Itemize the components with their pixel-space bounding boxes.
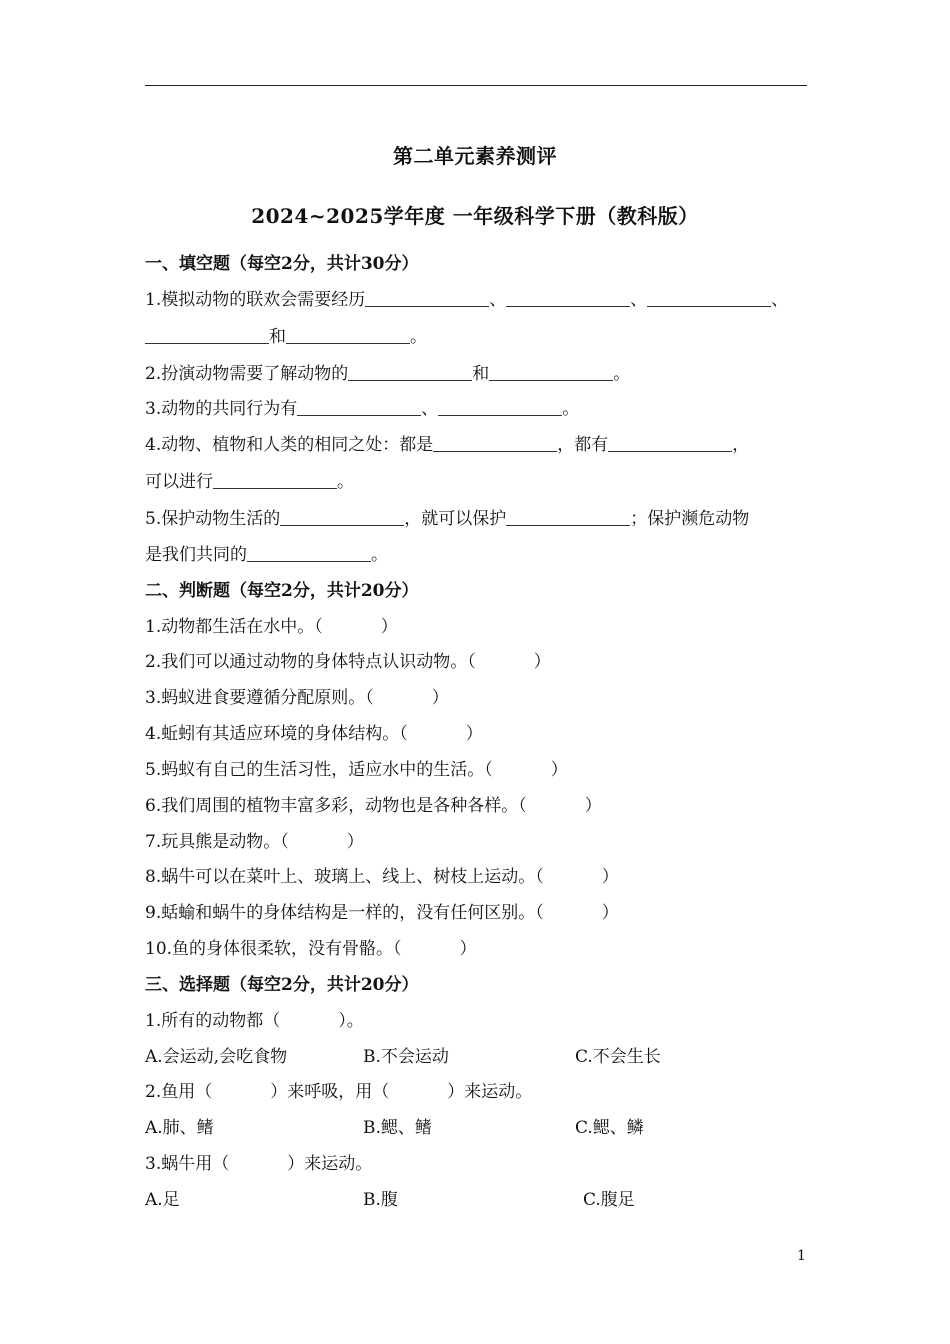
judge-question-1: 1.动物都生活在水中。（ ） <box>145 617 398 637</box>
answer-blank[interactable] <box>506 290 630 307</box>
answer-blank[interactable] <box>247 545 371 562</box>
fill-question-4-cont: 可以进行 。 <box>145 472 354 492</box>
choice-question-3: 3.蜗牛用（ ）来运动。 <box>145 1154 373 1174</box>
fill-question-4: 4.动物、植物和人类的相同之处：都是 ，都有 ， <box>145 435 750 455</box>
answer-blank[interactable] <box>608 435 732 452</box>
section-heading-choice: 三、选择题（每空2分，共计20分） <box>145 975 419 995</box>
judge-question-7: 7.玩具熊是动物。（ ） <box>145 832 364 852</box>
choice-option-a[interactable]: A.会运动,会吃食物 <box>145 1047 288 1067</box>
answer-blank[interactable] <box>297 399 421 416</box>
answer-blank[interactable] <box>348 364 472 381</box>
judge-question-10: 10.鱼的身体很柔软，没有骨骼。（ ） <box>145 939 477 959</box>
choice-option-c[interactable]: C.不会生长 <box>575 1047 661 1067</box>
header-rule <box>145 85 807 86</box>
choice-option-b[interactable]: B.腹 <box>363 1190 398 1210</box>
answer-blank[interactable] <box>438 399 562 416</box>
fill-question-1-cont: 和 。 <box>145 325 825 349</box>
answer-blank[interactable] <box>213 472 337 489</box>
choice-question-1: 1.所有的动物都（ ）。 <box>145 1011 364 1031</box>
fill-question-1: 1.模拟动物的联欢会需要经历 、 、 、 <box>145 290 789 310</box>
judge-question-2: 2.我们可以通过动物的身体特点认识动物。（ ） <box>145 652 551 672</box>
choice-option-a[interactable]: A.肺、鳍 <box>145 1118 214 1138</box>
answer-blank[interactable] <box>489 364 613 381</box>
fill-question-3: 3.动物的共同行为有 、 。 <box>145 399 580 419</box>
answer-blank[interactable] <box>286 327 410 344</box>
answer-blank[interactable] <box>365 290 489 307</box>
judge-question-5: 5.蚂蚁有自己的生活习性，适应水中的生活。（ ） <box>145 760 568 780</box>
page-title: 第二单元素养测评 <box>393 144 557 168</box>
answer-blank[interactable] <box>647 290 771 307</box>
fill-question-5-cont: 是我们共同的 。 <box>145 545 388 565</box>
choice-question-2: 2.鱼用（ ）来呼吸，用（ ）来运动。 <box>145 1082 533 1102</box>
answer-blank[interactable] <box>280 509 404 526</box>
judge-question-4: 4.蚯蚓有其适应环境的身体结构。（ ） <box>145 724 483 744</box>
choice-option-c[interactable]: C.腹足 <box>583 1190 635 1210</box>
answer-blank[interactable] <box>506 509 630 526</box>
judge-question-3: 3.蚂蚁进食要遵循分配原则。（ ） <box>145 688 449 708</box>
answer-blank[interactable] <box>433 435 557 452</box>
choice-option-b[interactable]: B.不会运动 <box>363 1047 449 1067</box>
judge-question-6: 6.我们周围的植物丰富多彩，动物也是各种各样。（ ） <box>145 796 602 816</box>
page-subtitle: 2024~2025学年度 一年级科学下册（教科版） <box>251 204 699 228</box>
fill-question-2: 2.扮演动物需要了解动物的 和 。 <box>145 364 631 384</box>
judge-question-8: 8.蜗牛可以在菜叶上、玻璃上、线上、树枝上运动。（ ） <box>145 867 619 887</box>
section-heading-true-false: 二、判断题（每空2分，共计20分） <box>145 581 419 601</box>
choice-option-a[interactable]: A.足 <box>145 1190 180 1210</box>
page-number: 1 <box>797 1248 806 1264</box>
answer-blank[interactable] <box>145 327 269 344</box>
section-heading-fill-blank: 一、填空题（每空2分，共计30分） <box>145 254 419 274</box>
choice-option-b[interactable]: B.鳃、鳍 <box>363 1118 432 1138</box>
judge-question-9: 9.蛞蝓和蜗牛的身体结构是一样的，没有任何区别。（ ） <box>145 903 619 923</box>
question-text: 1.模拟动物的联欢会需要经历 <box>145 290 366 310</box>
choice-option-c[interactable]: C.鳃、鳞 <box>575 1118 644 1138</box>
fill-question-5: 5.保护动物生活的 ，就可以保护 ；保护濒危动物 <box>145 509 750 529</box>
